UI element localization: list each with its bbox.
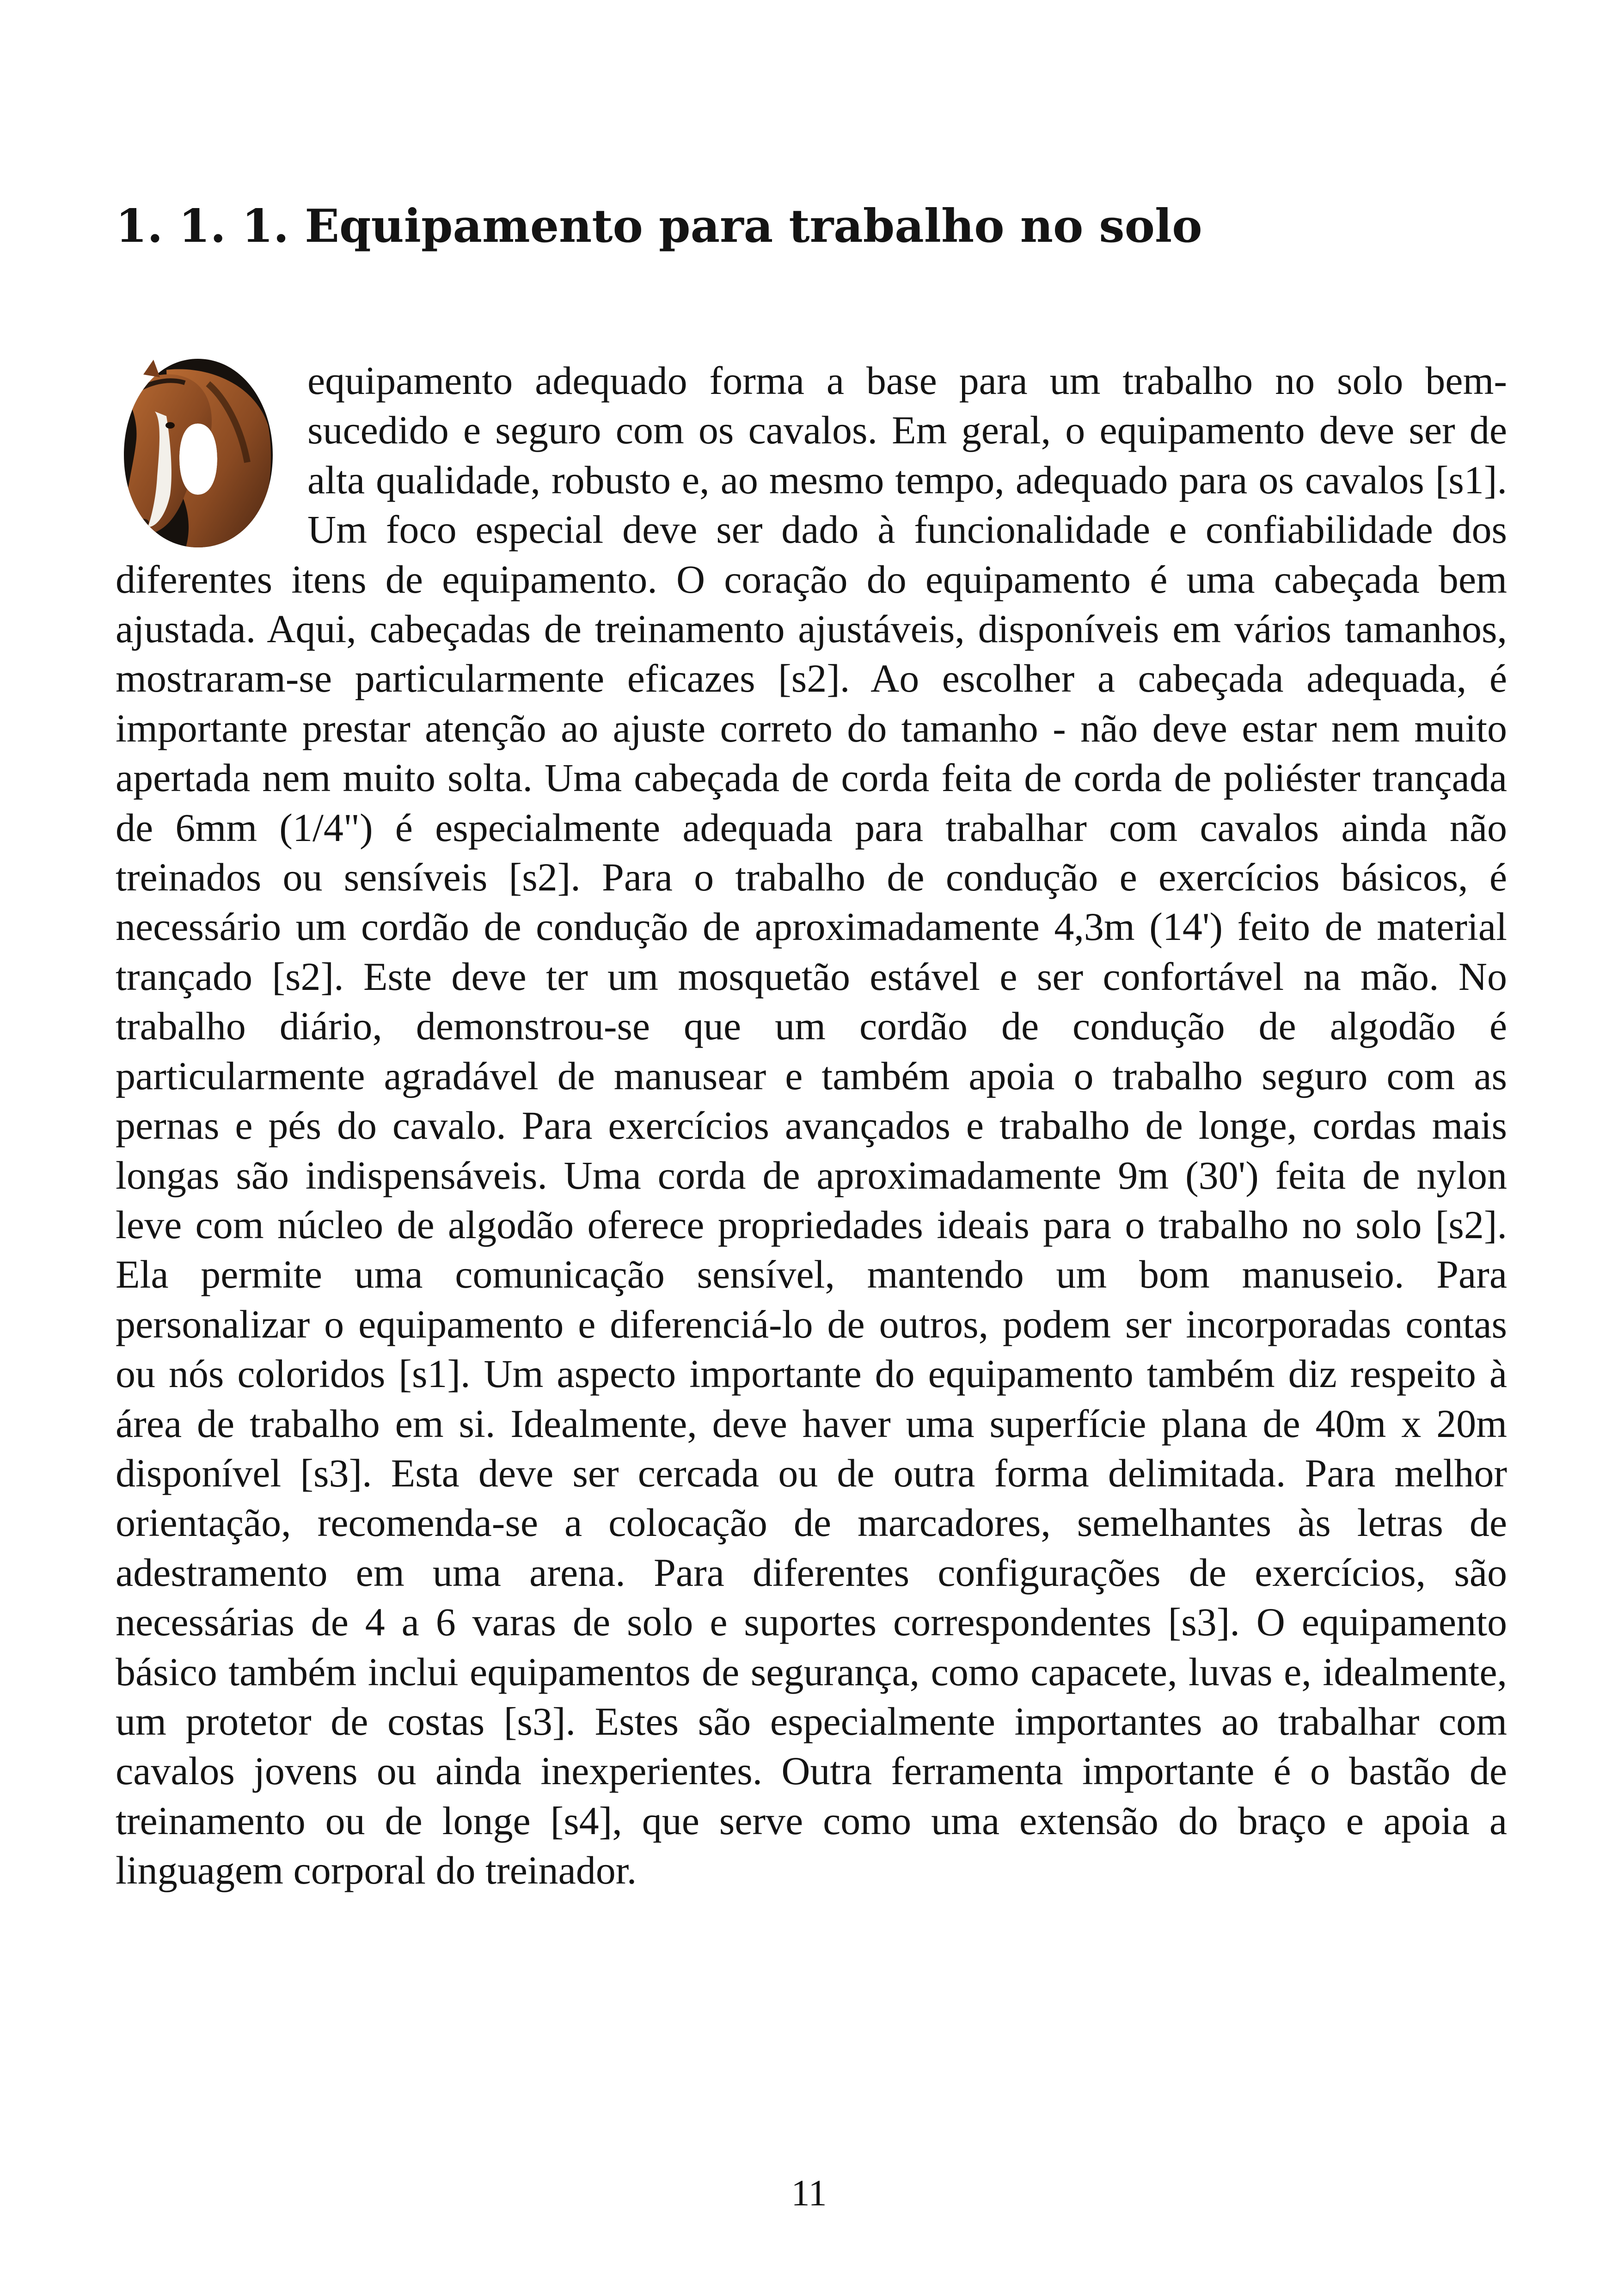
section-heading: 1. 1. 1. Equipamento para trabalho no solo	[116, 200, 1202, 253]
dropcap-letter-o	[116, 356, 280, 550]
body-text: equipamento adequado forma a base para um trabalho no solo bem-sucedido e seguro com os cavalos. Em geral, o equipamento deve ser de alta qualidade, robusto e, ao mesmo tempo, adequado para os cavalos [s1]. Um foco especial deve ser dado à funcionalidade e confiabilidade dos diferentes itens de equipamento. O coração do equipamento é uma cabeçada bem ajustada. Aqui, cabeçadas de treinamento ajustáveis, disponíveis em vários tamanhos, mostraram-se particularmente eficazes [s2]. Ao escolher a cabeçada adequada, é importante prestar atenção ao ajuste correto do tamanho - não deve estar nem muito apertada nem muito solta. Uma cabeçada de corda feita de corda de poliéster trançada de 6mm (1/4") é especialmente adequada para trabalhar com cavalos ainda não treinados ou sensíveis [s2]. Para o trabalho de condução e exercícios básicos, é necessário um cordão de condução de aproximadamente 4,3m (14') feito de material trançado [s2]. Este deve ter um mosquetão estável e ser confortável na mão. No trabalho diário, demonstrou-se que um cordão de condução de algodão é particularmente agradável de manusear e também apoia o trabalho seguro com as pernas e pés do cavalo. Para exercícios avançados e trabalho de longe, cordas mais longas são indispensáveis. Uma corda de aproximadamente 9m (30') feita de nylon leve com núcleo de algodão oferece propriedades ideais para o trabalho no solo [s2]. Ela permite uma comunicação sensível, mantendo um bom manuseio. Para personalizar o equipamento e diferenciá-lo de outros, podem ser incorporadas contas ou nós coloridos [s1]. Um aspecto importante do equipamento também diz respeito à área de trabalho em si. Idealmente, deve haver uma superfície plana de 40m x 20m disponível [s3]. Esta deve ser cercada ou de outra forma delimitada. Para melhor orientação, recomenda-se a colocação de marcadores, semelhantes às letras de adestramento em uma arena. Para diferentes configurações de exercícios, são necessárias de 4 a 6 varas de solo e suportes correspondentes [s3]. O equipamento básico também inclui equipamentos de segurança, como capacete, luvas e, idealmente, um protetor de costas [s3]. Estes são especialmente importantes ao trabalhar com cavalos jovens ou ainda inexperientes. Outra ferramenta importante é o bastão de treinamento ou de longe [s4], que serve como uma extensão do braço e apoia a linguagem corporal do treinador.	[116, 358, 1507, 1893]
page-number: 11	[791, 2173, 827, 2214]
horse-head-icon	[116, 356, 280, 550]
body-paragraph	[116, 356, 1507, 1896]
